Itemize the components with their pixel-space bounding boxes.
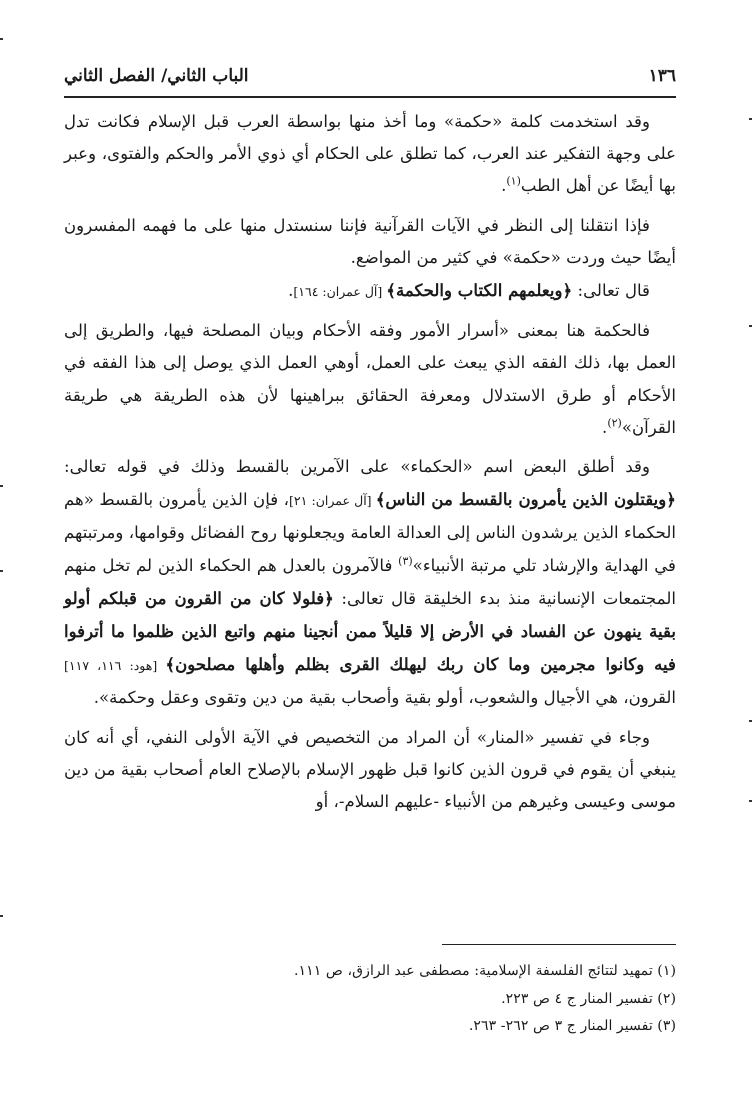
paragraph: وقد أطلق البعض اسم «الحكماء» على الآمرين بالقسط وذلك في قوله تعالى: ﴿ويقتلون الذين يأمرون بالقسط من الناس﴾ [آل عمران: ٢١]، فإن الذين يأمرون بالقسط «هم الحكماء الذين يرشدون الناس إلى العدالة العامة ويجعلونها روح الفضائل وقوامها، ومرتبتهم في الهداية والإرشاد تلي مرتبة الأنبياء»$^{(٣)}$ فالآمرون بالعدل هم الحكماء الذين لم تخل منهم المجتمعات الإنسانية منذ بدء الخليقة قال تعالى: ﴿فلولا كان من القرون من قبلكم أولو بقية ينهون عن الفساد في الأرض إلا قليلاً ممن أنجينا منهم واتبع الذين ظلموا ما أترفوا فيه وكانوا مجرمين وما كان ربك ليهلك القرى بظلم وأهلها مصلحون﴾ [هود: ١١٦، ١١٧] القرون، هي الأجيال والشعوب، أولو بقية وأصحاب بقية من دين وتقوى وعقل وحكمة». — [64, 457, 676, 708]
scan-edge-mark — [0, 915, 3, 917]
chapter-title: الباب الثاني/ الفصل الثاني — [64, 66, 249, 86]
header-divider — [64, 96, 676, 98]
paragraph: فالحكمة هنا بمعنى «أسرار الأمور وفقه الأحكام وبيان المصلحة فيها، والطريق إلى العمل بها، ذلك الفقه الذي يبعث على العمل، أوهي العمل الذي يوصل إلى هذا الفقه في الأحكام أو طرق الاستدلال ومعرفة الحقائق ببراهينها لأن هذه الطريقة هي طريقة القرآن»$^{(٢)}$. — [64, 321, 676, 437]
footnote: (٣) تفسير المنار ج ٣ ص ٢٦٢- ٢٦٣. — [468, 1018, 676, 1034]
quran-verse: ﴿ويعلمهم الكتاب والحكمة﴾ — [386, 280, 573, 301]
footnote-ref: (١) — [506, 174, 521, 188]
footnote-divider — [442, 944, 676, 945]
paragraph: وجاء في تفسير «المنار» أن المراد من التخصيص في الآية الأولى النفي، أي أنه كان ينبغي أن يقوم في قرون الذين كانوا قبل ظهور الإسلام بالإصلاح العام أصحاب بقية من دين موسى وعيسى وغيرهم من الأنبياء -عليهم السلام-، أو — [64, 727, 676, 812]
body-text — [64, 106, 676, 818]
footnote-ref: (٣) — [398, 554, 413, 568]
footnote-ref: (٢) — [607, 416, 622, 430]
verse-reference: [هود: ١١٦، ١١٧] — [64, 658, 166, 674]
quran-verse: ﴿ويقتلون الذين يأمرون بالقسط من الناس﴾ — [375, 489, 676, 510]
paragraph: فإذا انتقلنا إلى النظر في الآيات القرآنية فإننا سنستدل منها على ما فهمه المفسرون أيضًا حيث وردت «حكمة» في كثير من المواضع. — [64, 215, 676, 267]
footnote: (٢) تفسير المنار ج ٤ ص ٢٢٣. — [501, 990, 676, 1007]
scan-edge-mark — [0, 485, 3, 487]
scan-edge-mark — [0, 570, 3, 572]
page-number: ١٣٦ — [648, 66, 676, 86]
paragraph: وقد استخدمت كلمة «حكمة» وما أخذ منها بواسطة العرب قبل الإسلام فكانت تدل على وجهة التفكير عند العرب، كما تطلق على الحكام أي ذوي الأمر والحكم والفتوى، وعبر بها أيضًا عن أهل الطب$^{(١)}$. — [64, 112, 676, 196]
running-header — [64, 58, 676, 94]
quran-verse: ﴿فلولا كان من القرون من قبلكم أولو بقية ينهون عن الفساد في الأرض إلا قليلاً ممن أنجينا منهم واتبع الذين ظلموا ما أترفوا فيه وكانوا مجرمين وما كان ربك ليهلك القرى بظلم وأهلها مصلحون﴾ — [64, 587, 676, 675]
verse-reference: [آل عمران: ٢١] — [289, 493, 376, 509]
scan-edge-mark — [0, 38, 3, 40]
verse-reference: [آل عمران: ١٦٤] — [293, 284, 387, 300]
paragraph: قال تعالى: ﴿ويعلمهم الكتاب والحكمة﴾ [آل عمران: ١٦٤]. — [288, 280, 650, 301]
footnote: (١) تمهيد لتتائج الفلسفة الإسلامية: مصطفى عبد الرازق، ص ١١١. — [293, 963, 676, 979]
footnotes — [64, 958, 676, 1041]
